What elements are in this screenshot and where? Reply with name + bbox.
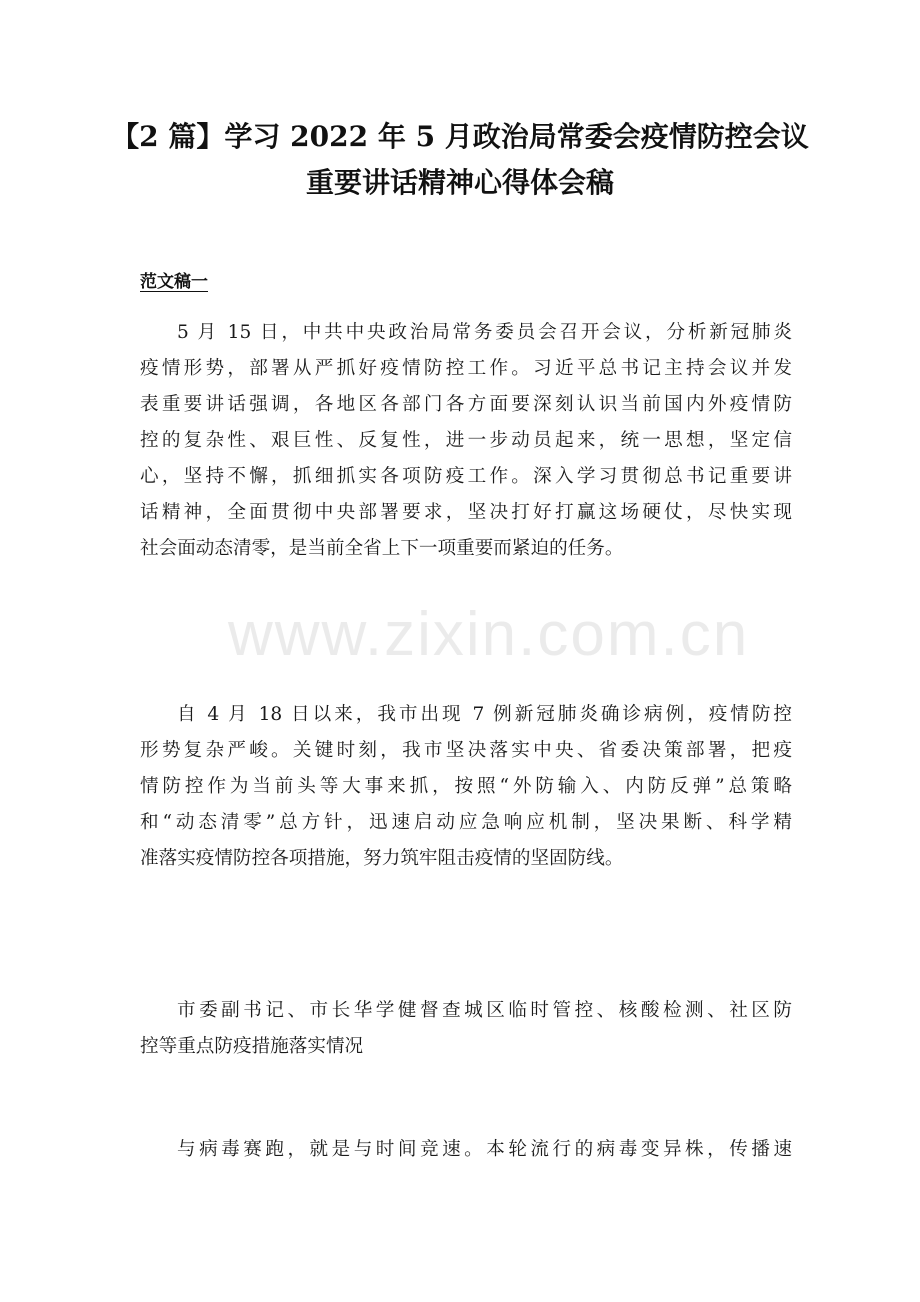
paragraph-line: 社会面动态清零，是当前全省上下一项重要而紧迫的任务。 bbox=[140, 538, 624, 559]
paragraph-line: 疫情形势，部署从严抓好疫情防控工作。习近平总书记主持会议并发 bbox=[140, 358, 792, 379]
paragraph-line: 准落实疫情防控各项措施，努力筑牢阻击疫情的坚固防线。 bbox=[140, 848, 624, 869]
paragraph-line: 与病毒赛跑，就是与时间竞速。本轮流行的病毒变异株，传播速 bbox=[177, 1139, 792, 1160]
paragraph-line: 控等重点防疫措施落实情况 bbox=[140, 1036, 364, 1057]
watermark: www.zixin.com.cn bbox=[228, 600, 750, 669]
paragraph-line: 话精神，全面贯彻中央部署要求，坚决打好打赢这场硬仗，尽快实现 bbox=[140, 502, 792, 523]
paragraph-3 bbox=[140, 993, 792, 1065]
paragraph-line: 表重要讲话强调，各地区各部门各方面要深刻认识当前国内外疫情防 bbox=[140, 394, 792, 415]
paragraph-line: 市委副书记、市长华学健督查城区临时管控、核酸检测、社区防 bbox=[177, 1000, 792, 1021]
paragraph-2 bbox=[140, 697, 792, 877]
paragraph-line: 形势复杂严峻。关键时刻，我市坚决落实中央、省委决策部署，把疫 bbox=[140, 740, 792, 761]
paragraph-line: 情防控作为当前头等大事来抓，按照“外防输入、内防反弹”总策略 bbox=[140, 776, 792, 797]
paragraph-4 bbox=[140, 1132, 792, 1168]
paragraph-line: 和“动态清零”总方针，迅速启动应急响应机制，坚决果断、科学精 bbox=[140, 812, 792, 833]
title-line: 【2 篇】学习 2022 年 5 月政治局常委会疫情防控会议 bbox=[111, 120, 809, 153]
document-title bbox=[100, 114, 820, 206]
paragraph-1 bbox=[140, 315, 792, 567]
paragraph-line: 心，坚持不懈，抓细抓实各项防疫工作。深入学习贯彻总书记重要讲 bbox=[140, 466, 792, 487]
section-heading: 范文稿一 bbox=[140, 272, 208, 292]
paragraph-line: 5 月 15 日，中共中央政治局常务委员会召开会议，分析新冠肺炎 bbox=[177, 322, 792, 343]
paragraph-line: 自 4 月 18 日以来，我市出现 7 例新冠肺炎确诊病例，疫情防控 bbox=[177, 704, 792, 725]
paragraph-line: 控的复杂性、艰巨性、反复性，进一步动员起来，统一思想，坚定信 bbox=[140, 430, 792, 451]
title-line: 重要讲话精神心得体会稿 bbox=[305, 166, 614, 199]
